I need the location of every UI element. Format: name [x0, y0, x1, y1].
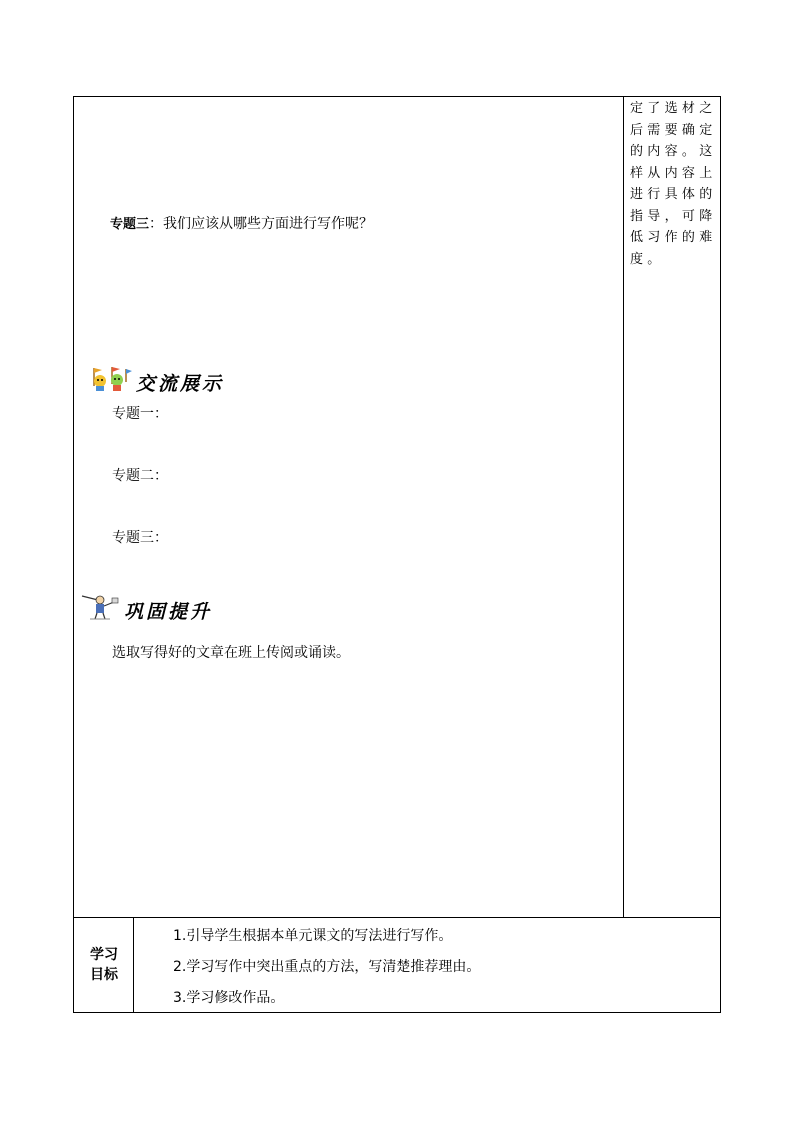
- consolidate-text: 选取写得好的文章在班上传阅或诵读。: [112, 645, 350, 661]
- exchange-item-3: 专题三：: [112, 530, 168, 546]
- teacher-figure-icon: [80, 592, 120, 620]
- exchange-section-title: 交流展示: [136, 373, 225, 395]
- side-column-divider: [623, 96, 624, 917]
- learning-goal-3: 3.学习修改作品。: [173, 990, 285, 1006]
- goals-row-divider: [73, 917, 721, 918]
- side-note: 定了选材之后需要确定的内容。这样从内容上进行具体的指导，可降低习作的难度。: [630, 101, 717, 267]
- exchange-item-1: 专题一：: [112, 406, 168, 422]
- learning-goals-label-line1: 学习: [90, 947, 118, 963]
- consolidate-section-title: 巩固提升: [124, 601, 213, 623]
- learning-goal-2: 2.学习写作中突出重点的方法，写清楚推荐理由。: [173, 959, 481, 975]
- learning-goals-label-line2: 目标: [90, 967, 118, 983]
- exchange-item-2: 专题二：: [112, 468, 168, 484]
- learning-goals-label: [76, 945, 132, 985]
- kids-with-flags-icon: [88, 364, 132, 392]
- topic3-label: 专题三: [110, 217, 150, 232]
- topic3-text: ：我们应该从哪些方面进行写作呢？: [149, 216, 374, 232]
- goals-label-divider: [133, 917, 134, 1013]
- topic3-question: [110, 215, 373, 234]
- learning-goal-1: 1.引导学生根据本单元课文的写法进行写作。: [173, 928, 453, 944]
